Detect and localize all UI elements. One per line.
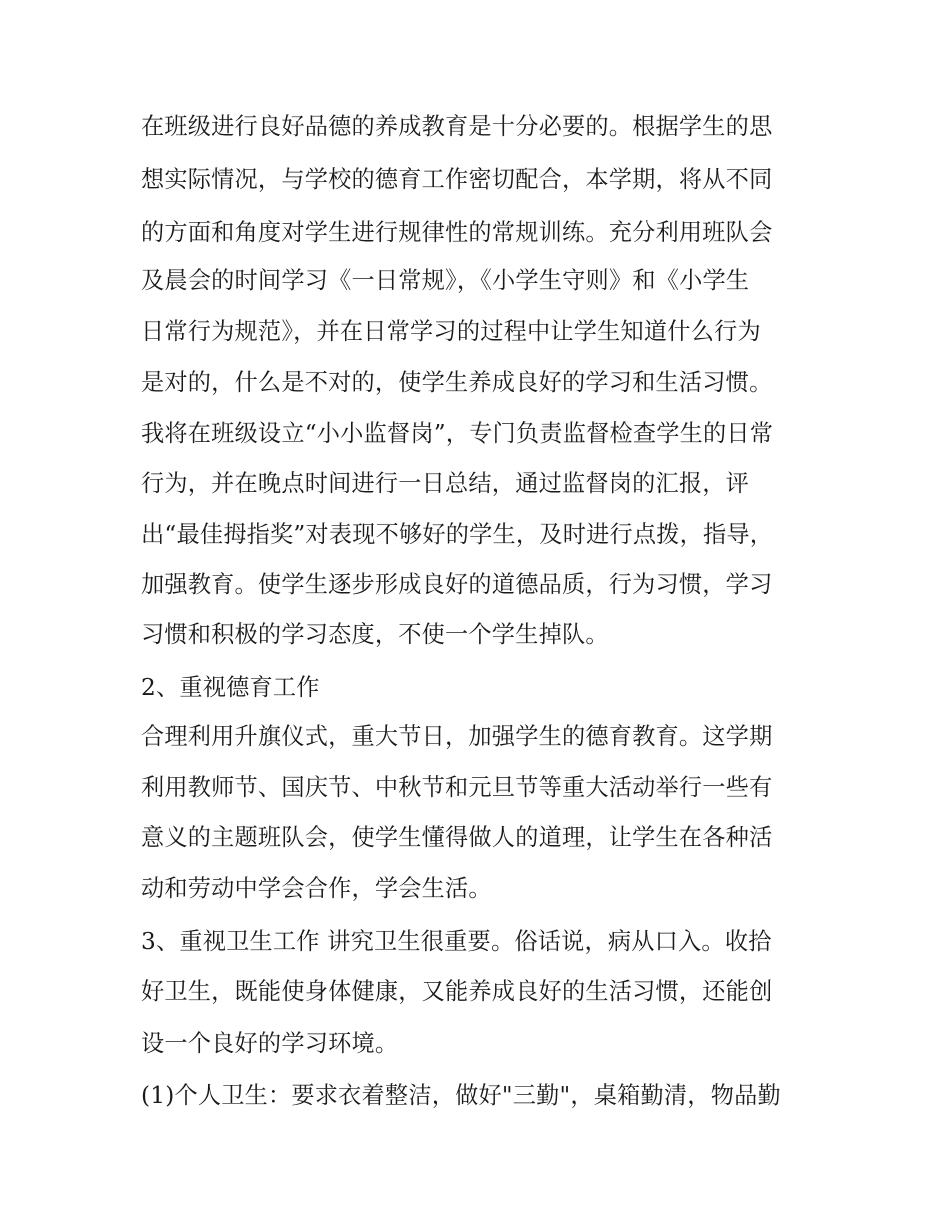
text-line: 意义的主题班队会，使学生懂得做人的道理，让学生在各种活 bbox=[141, 824, 773, 851]
text-line: 利用教师节、国庆节、中秋节和元旦节等重大活动举行一些有 bbox=[141, 774, 773, 801]
text-line: 我将在班级设立“小小监督岗”，专门负责监督检查学生的日常 bbox=[141, 420, 774, 447]
text-line: 动和劳动中学会合作，学会生活。 bbox=[141, 875, 492, 902]
text-line: 日常行为规范》，并在日常学习的过程中让学生知道什么行为 bbox=[141, 318, 761, 345]
text-line: 合理利用升旗仪式，重大节日，加强学生的德育教育。这学期 bbox=[141, 723, 773, 750]
text-line: 加强教育。使学生逐步形成良好的道德品质，行为习惯，学习 bbox=[141, 571, 773, 598]
text-line: 出“最佳拇指奖”对表现不够好的学生，及时进行点拨，指导， bbox=[141, 521, 774, 548]
text-line: 3、重视卫生工作 讲究卫生很重要。俗话说，病从口入。收拾 bbox=[141, 928, 772, 955]
text-line: 及晨会的时间学习《一日常规》，《小学生守则》和《小学生 bbox=[141, 267, 750, 294]
text-line: 想实际情况，与学校的德育工作密切配合，本学期，将从不同 bbox=[141, 166, 773, 193]
text-line: 在班级进行良好品德的养成教育是十分必要的。根据学生的思 bbox=[141, 113, 773, 140]
text-line: (1)个人卫生：要求衣着整洁，做好"三勤"，桌箱勤清，物品勤 bbox=[141, 1082, 781, 1109]
text-line: 行为，并在晚点时间进行一日总结，通过监督岗的汇报，评 bbox=[141, 470, 750, 497]
section-heading: 2、重视德育工作 bbox=[141, 674, 320, 701]
text-line: 设一个良好的学习环境。 bbox=[141, 1030, 399, 1057]
text-line: 的方面和角度对学生进行规律性的常规训练。充分利用班队会 bbox=[141, 219, 773, 246]
text-line: 是对的，什么是不对的，使学生养成良好的学习和生活习惯。 bbox=[141, 369, 773, 396]
text-line: 习惯和积极的学习态度，不使一个学生掉队。 bbox=[141, 621, 609, 648]
text-line: 好卫生，既能使身体健康，又能养成良好的生活习惯，还能创 bbox=[141, 978, 773, 1005]
